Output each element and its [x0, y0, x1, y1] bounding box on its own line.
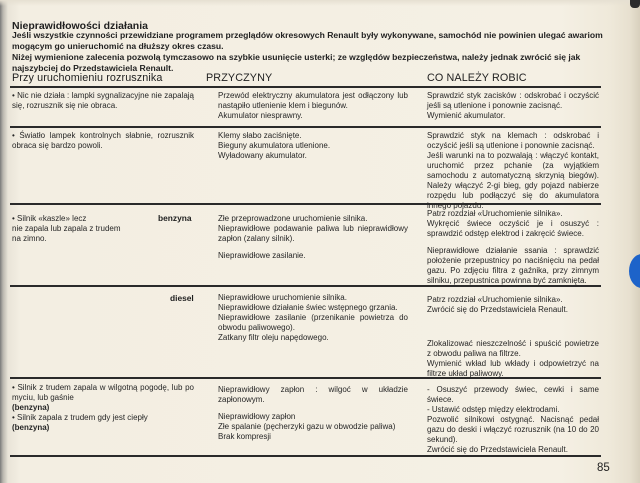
row-3-symptom: • Silnik «kaszle» lecz nie zapala lub zapala z trudem na zimno.	[12, 214, 121, 243]
intro-line-3: Niżej wymienione zalecenia pozwolą tymczasowo na szybkie usunięcie usterki; ze względów bezpieczeństwa, należy jednak zwrócić się jak	[12, 52, 581, 62]
row-4-actions-a: Patrz rozdział «Uruchomienie silnika». Zwrócić się do Przedstawiciela Renault.	[427, 295, 568, 314]
fuel-type-label: diesel	[170, 293, 194, 303]
row-2-causes: Klemy słabo zaciśnięte. Bieguny akumulatora utlenione. Wyładowany akumulator.	[218, 131, 331, 160]
column-header-actions: CO NALEŻY ROBIC	[427, 72, 527, 84]
page-number: 85	[597, 462, 610, 474]
intro-line-2: mogącym go unieruchomić na dłuższy okres czasu.	[12, 41, 224, 51]
section-title: Nieprawidłowości działania	[12, 20, 148, 32]
row-5-symptom: • Silnik z trudem zapala w wilgotną pogodę, lub po myciu, lub gaśnie (benzyna) • Silnik zapala z trudem gdy jest ciepły (benzyna)	[12, 383, 194, 432]
table-bottom-rule	[10, 455, 601, 457]
fuel-type-label: benzyna	[158, 213, 192, 223]
intro-line-1: Jeśli wszystkie czynności przewidziane programem przeglądów okresowych Renault były wykonywane, samochód nie powinien ulegać awariom	[12, 30, 603, 40]
row-3-causes: Złe przeprowadzone uruchomienie silnika. Nieprawidłowe podawanie paliwa lub nieprawidłowy zapłon (zalany silnik). Nieprawidłowe zasilanie.	[218, 214, 408, 260]
row-5-actions: - Osuszyć przewody świec, cewki i same świece. - Ustawić odstęp między elektrodami. Pozwolić silnikowi ostygnąć. Nacisnąć pedał gazu do deski i włączyć rozrusznik (na 10 do 20 sekund). Zwrócić się do Przedstawiciela Renault.	[427, 385, 599, 454]
row-1-symptom: • Nic nie działa : lampki sygnalizacyjne nie zapalają się, rozrusznik się nie obraca.	[12, 91, 194, 110]
column-header-causes: PRZYCZYNY	[206, 72, 273, 84]
page-shadow	[0, 0, 640, 6]
row-1-causes: Przewód elektryczny akumulatora jest odłączony lub nastąpiło utlenienie klem i biegunów. Akumulator niesprawny.	[218, 91, 408, 120]
row-2-actions: Sprawdzić styk na klemach : odskrobać i oczyścić jeśli są utlenione i ponownie zacisnąć. Jeśli warunki na to pozwalają : włączyć kontakt, uruchomić przez pchanie (za wyjątkiem samochodu z automatyczną skrzynią biegów). Należy włączyć 2-gi bieg, gdy pojazd nabierze rozpędu lub podłączyć się do akumulatora innego pojazdu.	[427, 131, 599, 210]
row-2-symptom: • Światło lampek kontrolnych słabnie, rozrusznik obraca się bardzo powoli.	[12, 131, 194, 150]
row-1-actions: Sprawdzić styk zacisków : odskrobać i oczyścić jeśli są utlenione i ponownie zacisnąć. Wymienić akumulator.	[427, 91, 599, 120]
intro-line-4: najszybciej do Przedstawiciela Renault.	[12, 63, 174, 73]
row-4-actions-b: Zlokalizować nieszczelność i spuścić powietrze z obwodu paliwa na filtrze. Wymienić wkład lub wkłady i odpowietrzyć na filtrze układ paliwowy.	[427, 339, 599, 378]
page-edge-mark	[630, 0, 640, 8]
row-5-causes: Nieprawidłowy zapłon : wilgoć w układzie zapłonowym. Nieprawidłowy zapłon Złe spalanie (pęcherzyki gazu w obwodzie paliwa) Brak kompresji	[218, 385, 408, 441]
row-3-actions: Patrz rozdział «Uruchomienie silnika». Wykręcić świece oczyścić je i osuszyć : sprawdzić odstęp elektrod i zakręcić świece. Nieprawidłowe działanie ssania : sprawdzić położenie przepustnicy po naciśnięciu na pedał gazu. Po zdjęciu filtra z gaźnika, przy zimnym silniku, przepustnica powinna być zamknięta.	[427, 209, 599, 285]
header-rule	[10, 86, 601, 88]
row-divider	[10, 126, 601, 128]
row-4-causes: Nieprawidłowe uruchomienie silnika. Nieprawidłowe działanie świec wstępnego grzania. Nieprawidłowe zasilanie (przenikanie powietrza do obwodu paliwowego). Zatkany filtr oleju napędowego.	[218, 293, 408, 342]
column-header-symptom: Przy uruchomieniu rozrusznika	[12, 72, 163, 84]
